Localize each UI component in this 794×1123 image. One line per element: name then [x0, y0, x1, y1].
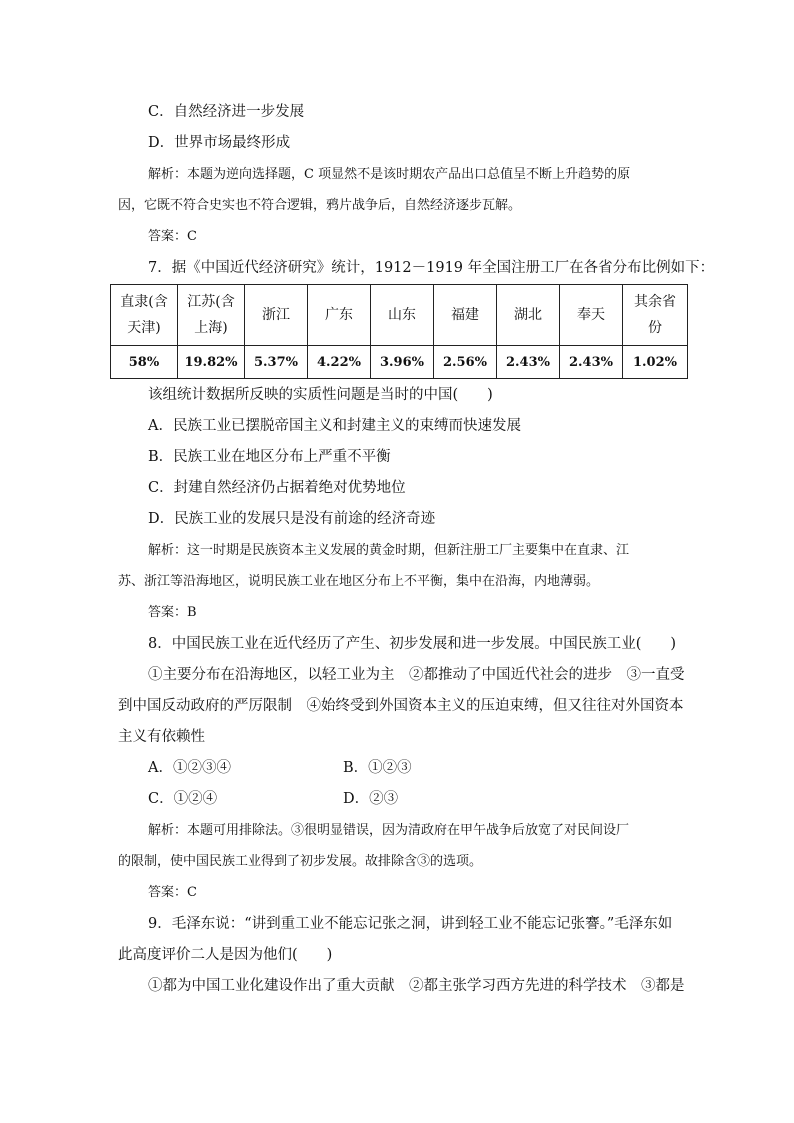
q8-option-c: C．①②④ [148, 791, 218, 807]
table-header-cell: 山东 [371, 285, 434, 346]
q7-option-b: B．民族工业在地区分布上严重不平衡 [148, 449, 391, 465]
q8-option-b: B．①②③ [343, 760, 412, 776]
table-header-cell: 直隶(含 天津) [111, 285, 178, 346]
table-values-row [111, 346, 688, 379]
q8-answer: 答案：C [148, 885, 197, 900]
q6-analysis-line2: 因，它既不符合史实也不符合逻辑，鸦片战争后，自然经济逐步瓦解。 [118, 198, 522, 213]
q8-option-a: A．①②③④ [148, 760, 231, 776]
q7-option-d: D．民族工业的发展只是没有前途的经济奇迹 [148, 511, 436, 527]
q7-factory-distribution-table [110, 284, 688, 379]
table-value-cell: 2.43% [497, 346, 560, 379]
q7-question: 该组统计数据所反映的实质性问题是当时的中国( ) [148, 387, 493, 403]
q9-items-line1: ①都为中国工业化建设作出了重大贡献 ②都主张学习西方先进的科学技术 ③都是 [148, 978, 685, 994]
table-header-cell: 湖北 [497, 285, 560, 346]
q7-answer: 答案：B [148, 605, 197, 620]
table-header-cell: 广东 [308, 285, 371, 346]
q9-stem-line2: 此高度评价二人是因为他们( ) [118, 947, 333, 963]
q9-stem-line1: 9．毛泽东说：“讲到重工业不能忘记张之洞，讲到轻工业不能忘记张謇。”毛泽东如 [148, 916, 673, 932]
table-value-cell: 1.02% [623, 346, 688, 379]
q7-option-a: A．民族工业已摆脱帝国主义和封建主义的束缚而快速发展 [148, 418, 521, 434]
table-header-cell: 江苏(含 上海) [178, 285, 245, 346]
table-header-cell: 其余省 份 [623, 285, 688, 346]
q8-option-d: D．②③ [343, 791, 399, 807]
table-header-row [111, 285, 688, 346]
q6-option-c: C．自然经济进一步发展 [148, 104, 305, 120]
q6-option-d: D．世界市场最终形成 [148, 135, 291, 151]
q6-analysis-line1: 解析：本题为逆向选择题，C 项显然不是该时期农产品出口总值呈不断上升趋势的原 [148, 167, 631, 182]
q8-items-line1: ①主要分布在沿海地区，以轻工业为主 ②都推动了中国近代社会的进步 ③一直受 [148, 667, 685, 683]
q8-analysis-line1: 解析：本题可用排除法。③很明显错误，因为清政府在甲午战争后放宽了对民间设厂 [148, 823, 630, 838]
q8-items-line3: 主义有依赖性 [118, 729, 205, 745]
q7-stem: 7．据《中国近代经济研究》统计，1912－1919 年全国注册工厂在各省分布比例如下： [148, 260, 715, 276]
table-header-cell: 浙江 [245, 285, 308, 346]
q8-analysis-line2: 的限制，使中国民族工业得到了初步发展。故排除含③的选项。 [118, 854, 483, 869]
table-value-cell: 2.43% [560, 346, 623, 379]
table-value-cell: 19.82% [178, 346, 245, 379]
table-value-cell: 2.56% [434, 346, 497, 379]
table-header-cell: 福建 [434, 285, 497, 346]
q7-analysis-line1: 解析：这一时期是民族资本主义发展的黄金时期，但新注册工厂主要集中在直隶、江 [148, 543, 630, 558]
q7-option-c: C．封建自然经济仍占据着绝对优势地位 [148, 480, 406, 496]
q8-stem: 8．中国民族工业在近代经历了产生、初步发展和进一步发展。中国民族工业( ) [148, 636, 677, 652]
table-value-cell: 58% [111, 346, 178, 379]
q7-analysis-line2: 苏、浙江等沿海地区，说明民族工业在地区分布上不平衡，集中在沿海，内地薄弱。 [118, 574, 600, 589]
q8-items-line2: 到中国反动政府的严厉限制 ④始终受到外国资本主义的压迫束缚，但又往往对外国资本 [118, 698, 684, 714]
table-header-cell: 奉天 [560, 285, 623, 346]
table-value-cell: 3.96% [371, 346, 434, 379]
table-value-cell: 5.37% [245, 346, 308, 379]
q6-answer: 答案：C [148, 229, 197, 244]
table-value-cell: 4.22% [308, 346, 371, 379]
